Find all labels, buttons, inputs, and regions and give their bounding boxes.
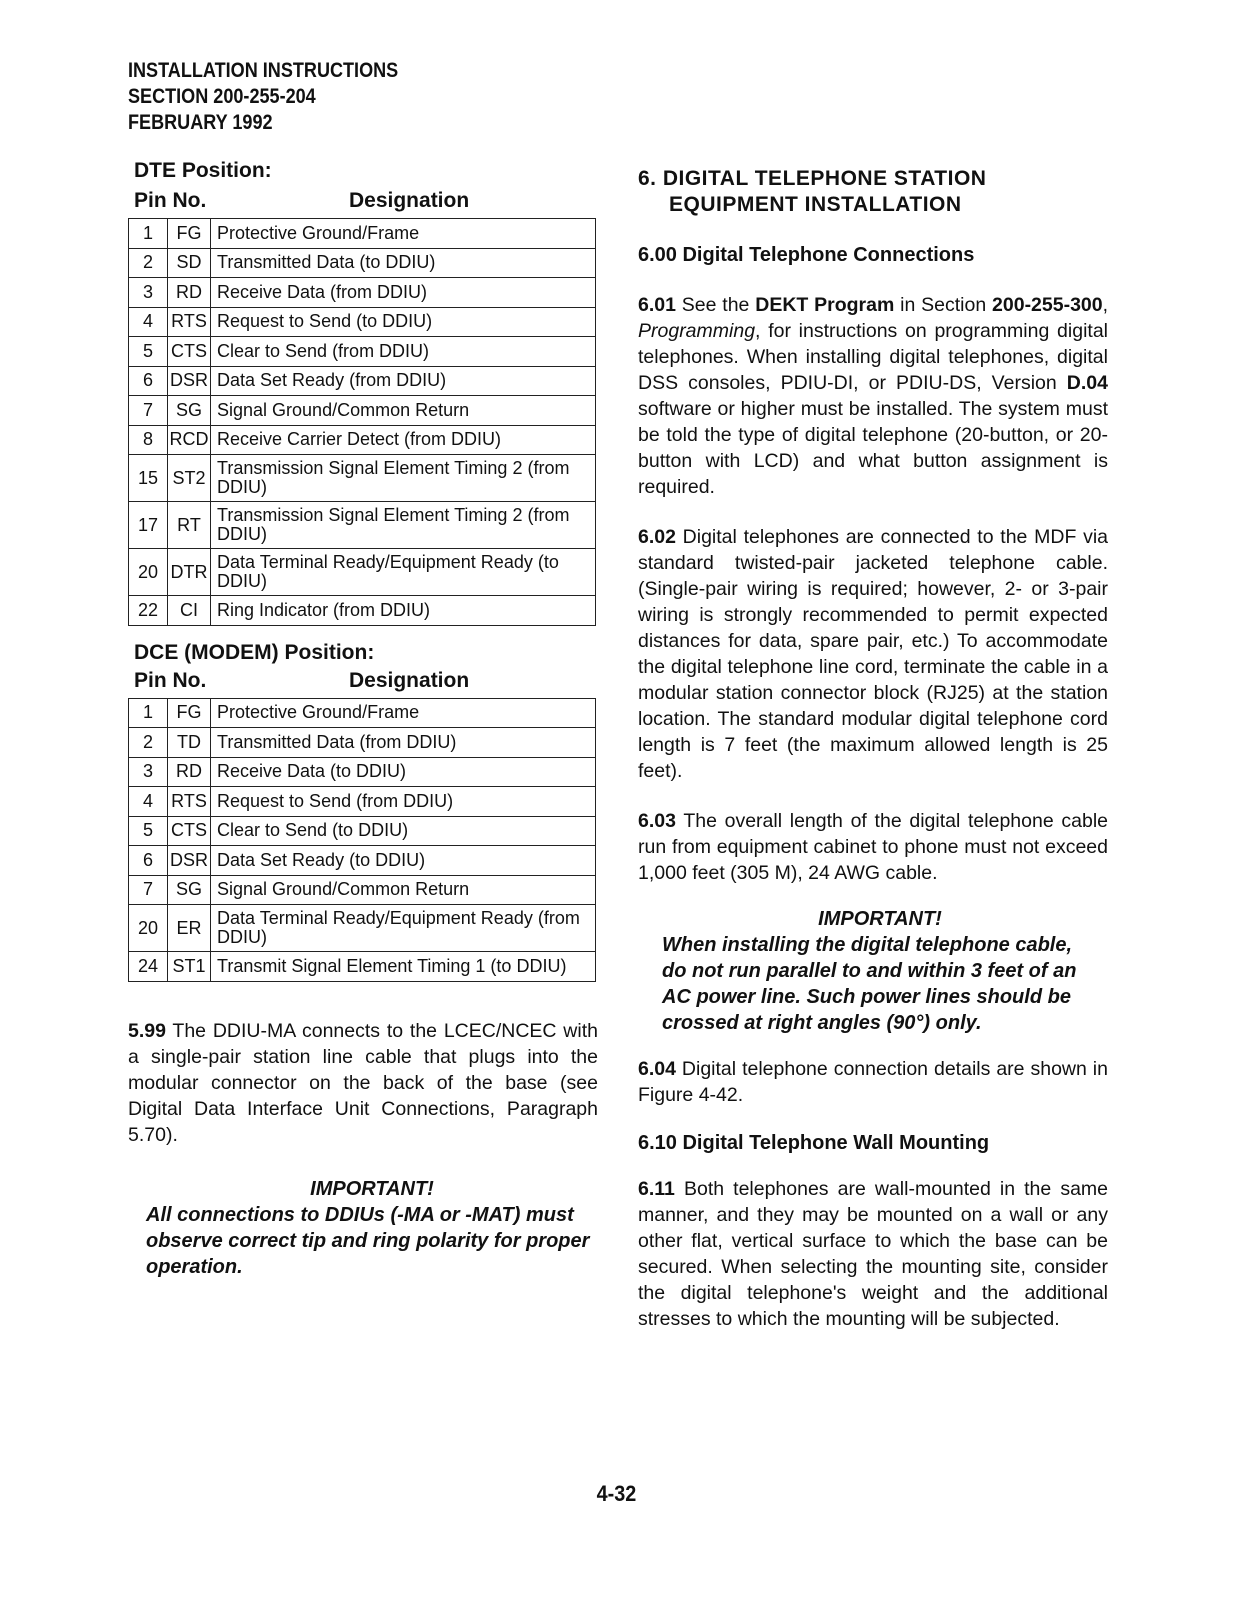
signal-cell: RTS [168,787,211,817]
pin-number-cell: 4 [129,307,168,337]
signal-cell: CTS [168,816,211,846]
pin-number-cell: 6 [129,366,168,396]
left-column [128,158,598,1280]
paragraph-6-03 [638,808,1108,886]
designation-cell: Data Terminal Ready/Equipment Ready (to DDIU) [211,549,596,596]
para-text: Both telephones are wall-mounted in the same manner, and they may be mounted on a wall or any other flat, vertical surface to which the base can be secured. When selecting the mounting site, consider the digital telephone's weight and the additional stresses to which the mounting will be subjected. [638,1178,1108,1330]
table-row [129,596,596,626]
doc-title: Programming [638,320,756,342]
para-text: , for instructions on programming digital telephones. When installing digital telephones, digital DSS consoles, PDIU-DI, or PDIU-DS, Version [638,320,1108,394]
table-row [129,502,596,549]
important-note-left [128,1176,598,1280]
pin-number-cell: 1 [129,698,168,728]
para-text: See the [681,294,750,316]
signal-cell: CI [168,596,211,626]
page-number: 4-32 [596,1481,637,1506]
dte-col-pin: Pin No. [134,189,207,212]
dce-col-pin: Pin No. [134,668,207,692]
designation-cell: Clear to Send (from DDIU) [211,337,596,367]
page-header [128,58,398,136]
table-row [129,875,596,905]
para-number: 6.03 [638,810,676,832]
pin-number-cell: 8 [129,425,168,455]
table-row [129,905,596,952]
designation-cell: Data Terminal Ready/Equipment Ready (from DDIU) [211,905,596,952]
dce-col-designation: Designation [349,668,470,692]
table-row [129,366,596,396]
table-row [129,278,596,308]
paragraph-5-99 [128,1018,598,1148]
signal-cell: RT [168,502,211,549]
table-row [129,757,596,787]
signal-cell: RTS [168,307,211,337]
pin-number-cell: 20 [129,905,168,952]
para-number: 6.04 [638,1058,676,1080]
signal-cell: SG [168,875,211,905]
para-text: Digital telephones are connected to the MDF via standard twisted-pair jacketed telephone cable. (Single-pair wiring is required; however, 2- or 3-pair wiring is strongly recommended to permit expected distances for data, spare pair, etc.) To accommodate the digital telephone line cord, terminate the cable in a modular station connector block (RJ25) at the station location. The standard modular digital telephone cord length is 7 feet (the maximum allowed length is 25 feet). [638,526,1108,782]
designation-cell: Ring Indicator (from DDIU) [211,596,596,626]
signal-cell: ST2 [168,455,211,502]
right-column [638,166,1108,1332]
dce-pin-table [128,698,596,982]
designation-cell: Signal Ground/Common Return [211,875,596,905]
designation-cell: Signal Ground/Common Return [211,396,596,426]
table-row [129,248,596,278]
pin-number-cell: 20 [129,549,168,596]
designation-cell: Transmission Signal Element Timing 2 (from DDIU) [211,455,596,502]
para-text: The overall length of the digital telephone cable run from equipment cabinet to phone must not exceed 1,000 feet (305 M), 24 AWG cable. [638,810,1108,884]
designation-cell: Transmitted Data (to DDIU) [211,248,596,278]
table-row [129,698,596,728]
pin-number-cell: 15 [129,455,168,502]
para-text: software or higher must be installed. The system must be told the type of digital telephone (20-button, or 20-button with LCD) and what button assignment is required. [638,398,1108,498]
designation-cell: Transmit Signal Element Timing 1 (to DDIU) [211,952,596,982]
designation-cell: Transmission Signal Element Timing 2 (from DDIU) [211,502,596,549]
program-name: DEKT Program [755,294,895,316]
pin-number-cell: 2 [129,248,168,278]
table-row [129,337,596,367]
para-number: 6.01 [638,294,676,316]
table-row [129,455,596,502]
designation-cell: Request to Send (to DDIU) [211,307,596,337]
signal-cell: RD [168,278,211,308]
heading-6-10: 6.10 Digital Telephone Wall Mounting [638,1132,990,1154]
important-title: IMPORTANT! [310,1177,434,1200]
paragraph-6-04 [638,1056,1108,1108]
table-row [129,425,596,455]
table-row [129,307,596,337]
pin-number-cell: 17 [129,502,168,549]
section-title [638,166,1108,218]
important-title: IMPORTANT! [818,908,942,930]
signal-cell: RD [168,757,211,787]
signal-cell: TD [168,728,211,758]
signal-cell: ER [168,905,211,952]
dce-table-header [134,668,598,694]
designation-cell: Protective Ground/Frame [211,698,596,728]
designation-cell: Data Set Ready (from DDIU) [211,366,596,396]
pin-number-cell: 3 [129,278,168,308]
signal-cell: SG [168,396,211,426]
para-number: 6.02 [638,526,676,548]
designation-cell: Protective Ground/Frame [211,219,596,249]
important-note-right [638,906,1108,1036]
pin-number-cell: 24 [129,952,168,982]
section-title-line2: EQUIPMENT INSTALLATION [669,193,962,216]
table-row [129,549,596,596]
designation-cell: Request to Send (from DDIU) [211,787,596,817]
signal-cell: DSR [168,846,211,876]
signal-cell: ST1 [168,952,211,982]
designation-cell: Receive Data (to DDIU) [211,757,596,787]
version-ref: D.04 [1066,372,1108,394]
important-body: When installing the digital telephone cable, do not run parallel to and within 3 feet of an AC power line. Such power lines should be crossed at right angles (90°) only. [662,934,1077,1034]
para-text: Digital telephone connection details are shown in Figure 4-42. [638,1058,1108,1106]
table-row [129,952,596,982]
signal-cell: FG [168,219,211,249]
signal-cell: SD [168,248,211,278]
signal-cell: RCD [168,425,211,455]
pin-number-cell: 22 [129,596,168,626]
header-section: SECTION 200-255-204 [128,85,316,108]
signal-cell: DSR [168,366,211,396]
para-number: 5.99 [128,1019,166,1042]
pin-number-cell: 5 [129,337,168,367]
designation-cell: Clear to Send (to DDIU) [211,816,596,846]
pin-number-cell: 3 [129,757,168,787]
table-row [129,846,596,876]
designation-cell: Transmitted Data (from DDIU) [211,728,596,758]
dte-col-designation: Designation [349,189,470,212]
header-title: INSTALLATION INSTRUCTIONS [128,59,399,82]
section-title-line1: 6. DIGITAL TELEPHONE STATION [638,167,987,190]
section-ref: 200-255-300 [992,294,1103,316]
pin-number-cell: 7 [129,396,168,426]
designation-cell: Receive Data (from DDIU) [211,278,596,308]
para-text: in Section [900,294,987,316]
signal-cell: DTR [168,549,211,596]
pin-number-cell: 5 [129,816,168,846]
dte-position-title: DTE Position: [134,159,272,182]
designation-cell: Receive Carrier Detect (from DDIU) [211,425,596,455]
table-row [129,396,596,426]
table-row [129,728,596,758]
table-row [129,219,596,249]
dce-position-title: DCE (MODEM) Position: [134,640,375,664]
pin-number-cell: 1 [129,219,168,249]
paragraph-6-02 [638,524,1108,784]
important-body: All connections to DDIUs (-MA or -MAT) must observe correct tip and ring polarity for proper operation. [146,1203,590,1278]
paragraph-6-11 [638,1176,1108,1332]
pin-number-cell: 7 [129,875,168,905]
signal-cell: FG [168,698,211,728]
pin-number-cell: 6 [129,846,168,876]
dte-pin-table [128,218,596,626]
pin-number-cell: 4 [129,787,168,817]
dte-table-header [134,188,598,214]
pin-number-cell: 2 [129,728,168,758]
signal-cell: CTS [168,337,211,367]
para-text: , [1102,294,1109,316]
para-number: 6.11 [638,1178,675,1200]
heading-6-00: 6.00 Digital Telephone Connections [638,244,975,266]
table-row [129,816,596,846]
designation-cell: Data Set Ready (to DDIU) [211,846,596,876]
header-date: FEBRUARY 1992 [128,111,273,134]
paragraph-6-01 [638,292,1108,500]
para-text: The DDIU-MA connects to the LCEC/NCEC with a single-pair station line cable that plugs into the modular connector on the back of the base (see Digital Data Interface Unit Connections, Paragraph 5.70). [128,1019,598,1146]
table-row [129,787,596,817]
